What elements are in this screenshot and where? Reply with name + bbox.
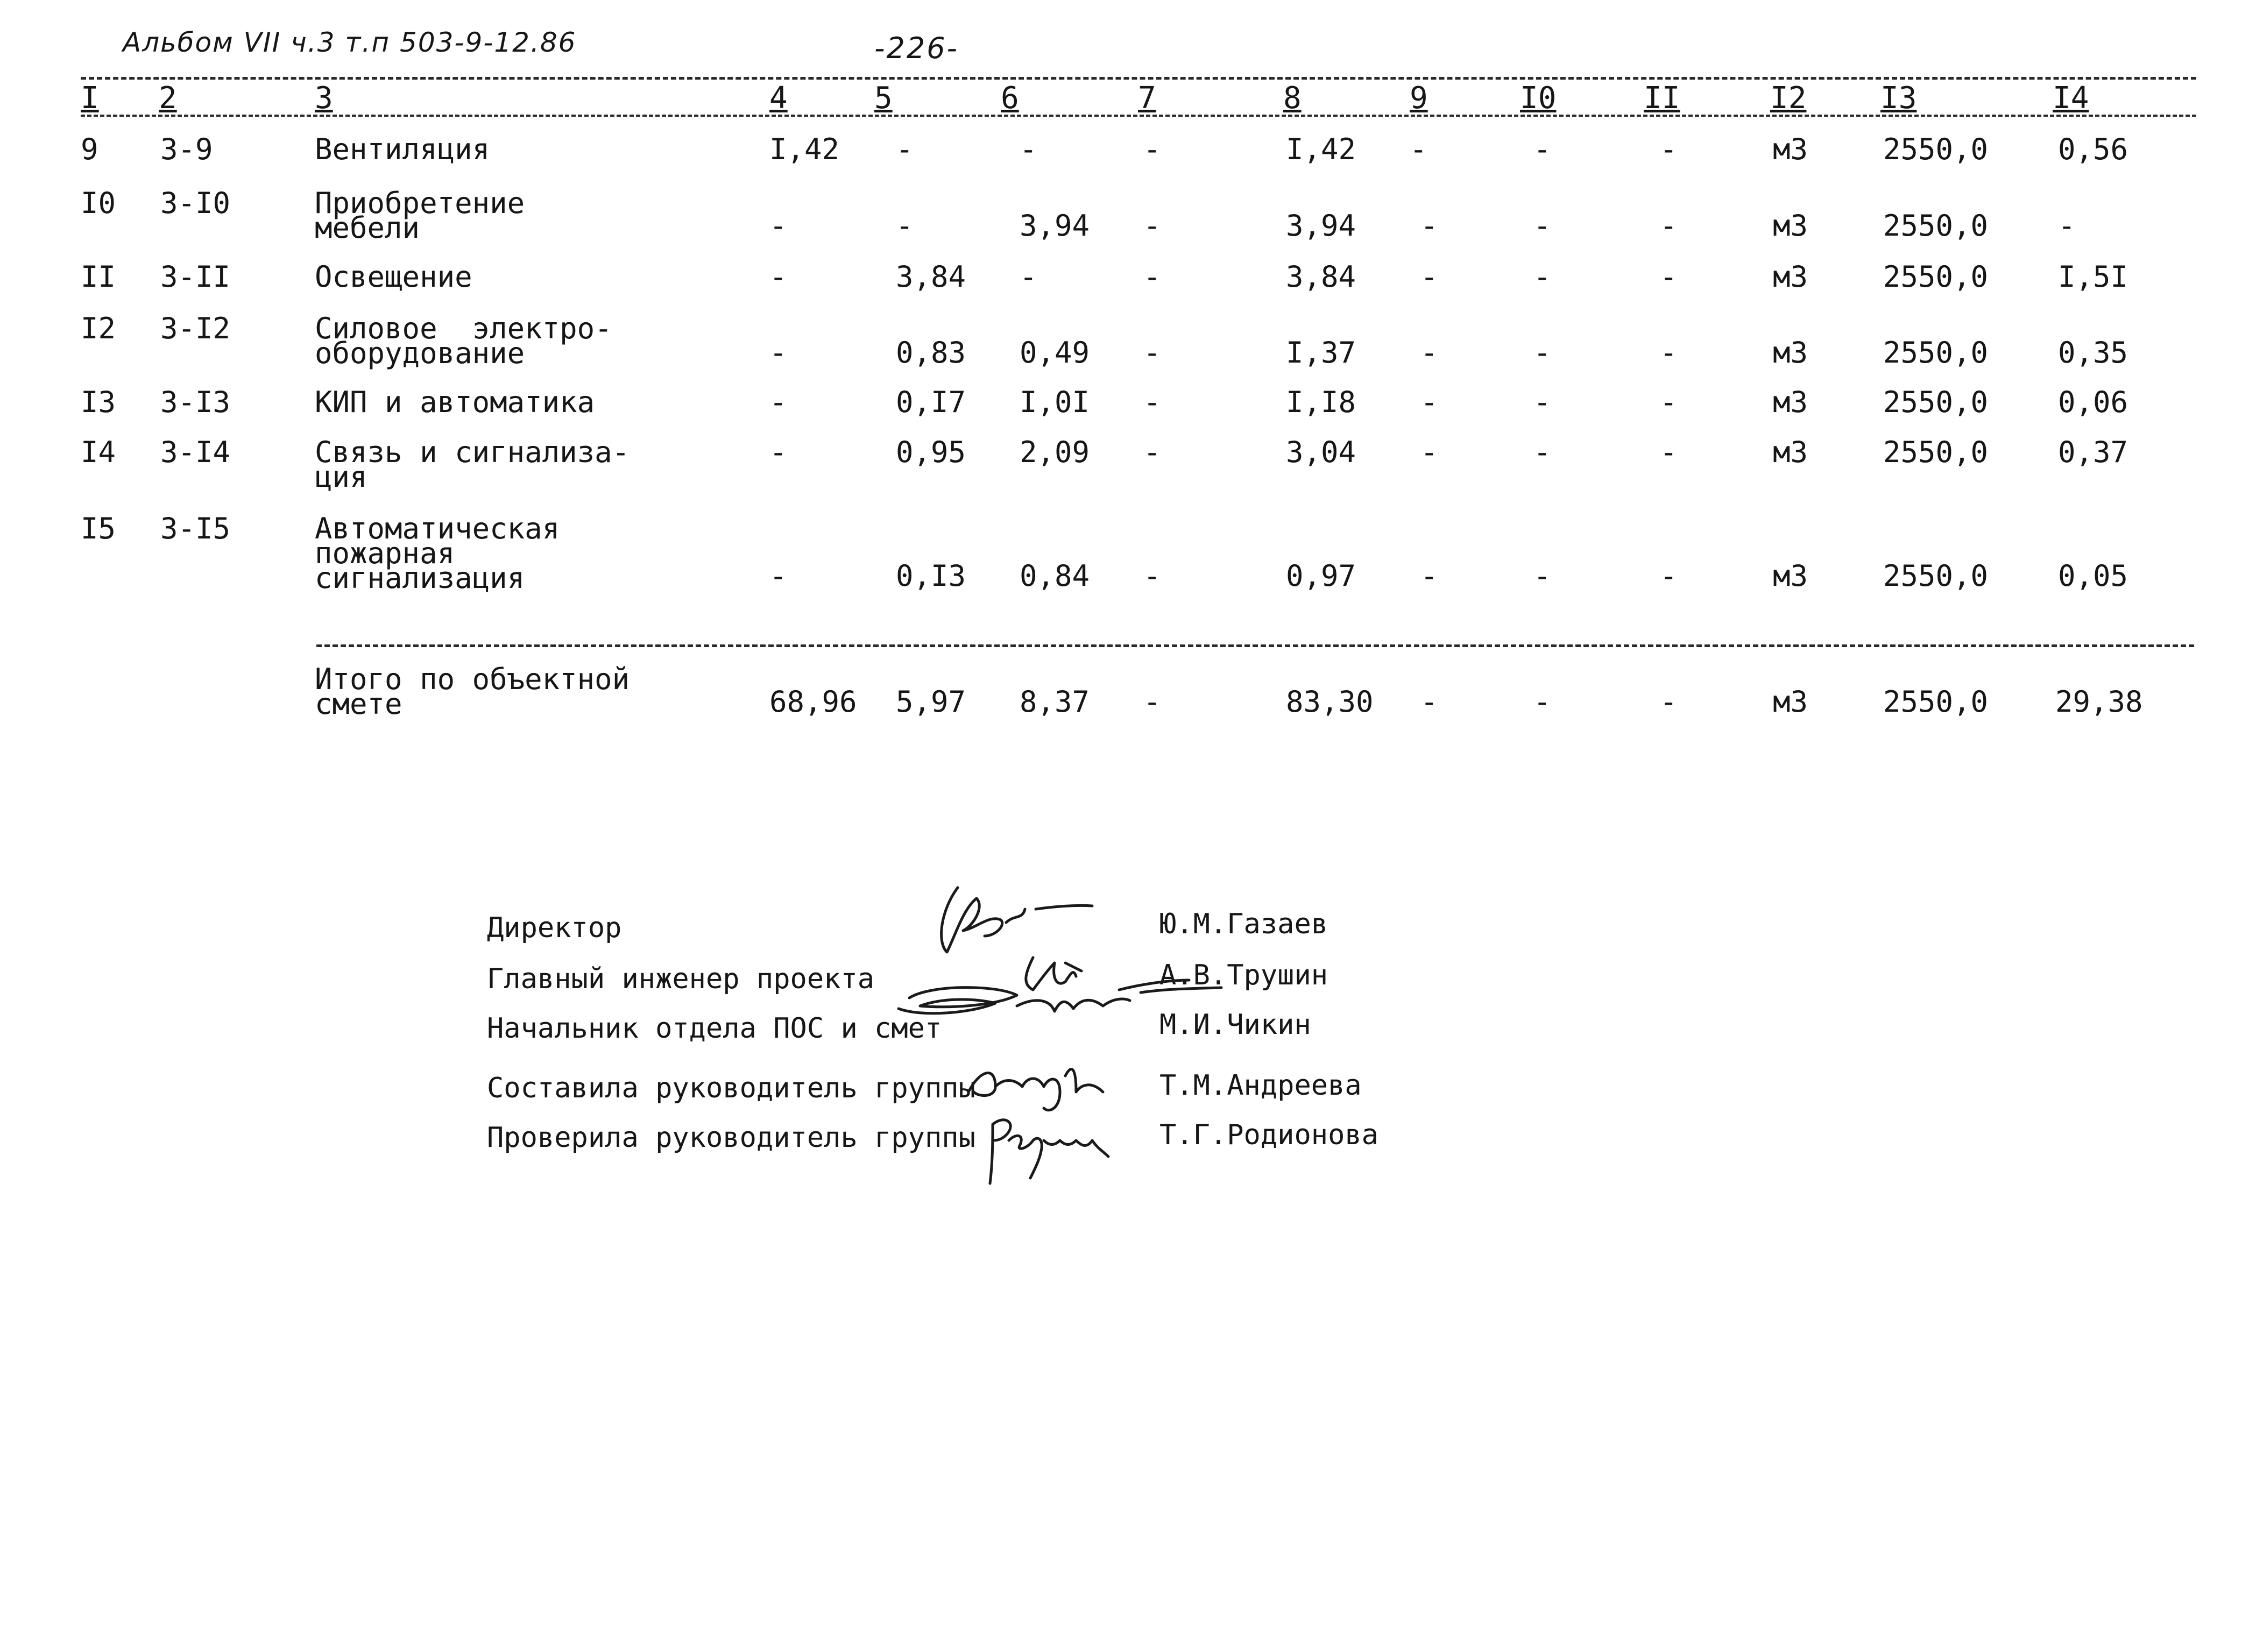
total-col14: 29,38 bbox=[2055, 685, 2143, 719]
cell-col4: - bbox=[769, 435, 787, 469]
cell-unit: м3 bbox=[1773, 260, 1808, 294]
cell-col14: 0,37 bbox=[2058, 435, 2128, 469]
cell-col5: 0,95 bbox=[896, 435, 966, 469]
signatory-title: Начальник отдела ПОС и смет bbox=[487, 1012, 942, 1045]
cell-col14: 0,35 bbox=[2058, 336, 2128, 370]
cell-col14: 0,56 bbox=[2058, 132, 2128, 166]
row-name: Связь и сигнализа- ция bbox=[315, 435, 630, 494]
cell-col4: - bbox=[769, 260, 787, 294]
row-name: Автоматическая пожарная сигнализация bbox=[315, 512, 560, 595]
cell-col8: I,I8 bbox=[1286, 385, 1356, 419]
column-number: I0 bbox=[1520, 81, 1557, 116]
cell-col4: - bbox=[769, 336, 787, 370]
row-code: 3-I5 bbox=[160, 512, 231, 545]
cell-col7: - bbox=[1143, 385, 1161, 419]
row-number: II bbox=[81, 260, 116, 294]
cell-unit: м3 bbox=[1773, 336, 1808, 370]
cell-col14: 0,05 bbox=[2058, 559, 2128, 593]
signatory-title: Главный инженер проекта bbox=[487, 963, 875, 995]
cell-col11: - bbox=[1660, 132, 1678, 166]
cell-col7: - bbox=[1143, 132, 1161, 166]
cell-col7: - bbox=[1143, 260, 1161, 294]
cell-col10: - bbox=[1533, 336, 1551, 370]
cell-qty: 2550,0 bbox=[1883, 559, 1989, 593]
row-name: Вентиляция bbox=[315, 132, 490, 166]
cell-qty: 2550,0 bbox=[1883, 132, 1989, 166]
cell-unit: м3 bbox=[1773, 209, 1808, 243]
cell-col7: - bbox=[1143, 209, 1161, 243]
signatory-name: Т.М.Андреева bbox=[1159, 1069, 1362, 1102]
cell-col6: 2,09 bbox=[1020, 435, 1090, 469]
total-divider bbox=[316, 644, 2194, 647]
signatory-title: Директор bbox=[487, 912, 622, 944]
cell-qty: 2550,0 bbox=[1883, 209, 1989, 243]
signatory-name: Т.Г.Родионова bbox=[1159, 1119, 1378, 1151]
total-col8: 83,30 bbox=[1286, 685, 1374, 719]
cell-col6: - bbox=[1020, 260, 1037, 294]
cell-col5: 0,83 bbox=[896, 336, 966, 370]
cell-col6: 0,49 bbox=[1020, 336, 1090, 370]
cell-unit: м3 bbox=[1773, 385, 1808, 419]
chief-engineer-signature bbox=[888, 947, 1232, 1040]
cell-qty: 2550,0 bbox=[1883, 435, 1989, 469]
total-unit: м3 bbox=[1773, 685, 1808, 719]
total-col5: 5,97 bbox=[896, 685, 966, 719]
total-col10: - bbox=[1533, 685, 1551, 719]
cell-col7: - bbox=[1143, 435, 1161, 469]
cell-col5: 0,I3 bbox=[896, 559, 966, 593]
row-code: 3-9 bbox=[160, 132, 213, 166]
column-number: 8 bbox=[1283, 81, 1302, 116]
row-number: I0 bbox=[81, 186, 116, 220]
cell-col10: - bbox=[1533, 132, 1551, 166]
cell-col14: I,5I bbox=[2058, 260, 2128, 294]
column-number: 6 bbox=[1001, 81, 1019, 116]
cell-col10: - bbox=[1533, 435, 1551, 469]
total-qty: 2550,0 bbox=[1883, 685, 1989, 719]
cell-col8: 3,94 bbox=[1286, 209, 1356, 243]
row-code: 3-I2 bbox=[160, 311, 231, 345]
cell-col6: - bbox=[1020, 132, 1037, 166]
total-col6: 8,37 bbox=[1020, 685, 1090, 719]
cell-col4: - bbox=[769, 385, 787, 419]
row-code: 3-I3 bbox=[160, 385, 231, 419]
cell-col6: 0,84 bbox=[1020, 559, 1090, 593]
column-number: I3 bbox=[1880, 81, 1917, 116]
column-number: 2 bbox=[159, 81, 177, 116]
cell-col11: - bbox=[1660, 385, 1678, 419]
cell-unit: м3 bbox=[1773, 132, 1808, 166]
cell-col9: - bbox=[1420, 209, 1438, 243]
cell-col11: - bbox=[1660, 336, 1678, 370]
column-number: 9 bbox=[1410, 81, 1428, 116]
cell-unit: м3 bbox=[1773, 435, 1808, 469]
row-code: 3-I0 bbox=[160, 186, 231, 220]
cell-qty: 2550,0 bbox=[1883, 260, 1989, 294]
cell-col8: 0,97 bbox=[1286, 559, 1356, 593]
total-col11: - bbox=[1660, 685, 1678, 719]
signatory-title: Проверила руководитель группы bbox=[487, 1122, 975, 1154]
page-number: -226- bbox=[874, 31, 959, 65]
cell-col14: - bbox=[2058, 209, 2076, 243]
total-col4: 68,96 bbox=[769, 685, 857, 719]
cell-col4: - bbox=[769, 559, 787, 593]
album-reference: Альбом VII ч.3 т.п 503-9-12.86 bbox=[123, 27, 577, 58]
row-number: 9 bbox=[81, 132, 98, 166]
cell-col9: - bbox=[1420, 336, 1438, 370]
cell-qty: 2550,0 bbox=[1883, 385, 1989, 419]
column-number: 7 bbox=[1138, 81, 1156, 116]
signatory-name: М.И.Чикин bbox=[1159, 1009, 1311, 1041]
row-name: Приобретение мебели bbox=[315, 186, 525, 245]
row-name: Силовое электро- оборудование bbox=[315, 311, 612, 370]
row-name: Освещение bbox=[315, 260, 472, 294]
cell-col8: 3,84 bbox=[1286, 260, 1356, 294]
cell-col8: I,37 bbox=[1286, 336, 1356, 370]
cell-col9: - bbox=[1420, 559, 1438, 593]
column-number: I4 bbox=[2053, 81, 2089, 116]
checker-signature bbox=[979, 1108, 1130, 1191]
cell-col10: - bbox=[1533, 209, 1551, 243]
signatory-name: Ю.М.Газаев bbox=[1159, 908, 1328, 940]
cell-col5: - bbox=[896, 132, 914, 166]
cell-col9: - bbox=[1420, 260, 1438, 294]
cell-col5: - bbox=[896, 209, 914, 243]
total-col7: - bbox=[1143, 685, 1161, 719]
cell-qty: 2550,0 bbox=[1883, 336, 1989, 370]
cell-col9: - bbox=[1420, 435, 1438, 469]
cell-col5: 3,84 bbox=[896, 260, 966, 294]
cell-col11: - bbox=[1660, 435, 1678, 469]
cell-col5: 0,I7 bbox=[896, 385, 966, 419]
row-number: I4 bbox=[81, 435, 116, 469]
row-code: 3-I4 bbox=[160, 435, 231, 469]
cell-col11: - bbox=[1660, 209, 1678, 243]
cell-col11: - bbox=[1660, 260, 1678, 294]
column-number: I2 bbox=[1770, 81, 1807, 116]
cell-col6: I,0I bbox=[1020, 385, 1090, 419]
row-name: КИП и автоматика bbox=[315, 385, 595, 419]
cell-col7: - bbox=[1143, 559, 1161, 593]
row-code: 3-II bbox=[160, 260, 231, 294]
cell-col8: I,42 bbox=[1286, 132, 1356, 166]
row-number: I2 bbox=[81, 311, 116, 345]
signatory-title: Составила руководитель группы bbox=[487, 1072, 975, 1104]
signatory-name: А.В.Трушин bbox=[1159, 959, 1328, 991]
column-number: 4 bbox=[769, 81, 788, 116]
cell-col10: - bbox=[1533, 260, 1551, 294]
cell-col4: I,42 bbox=[769, 132, 840, 166]
row-number: I5 bbox=[81, 512, 116, 545]
column-number: 5 bbox=[874, 81, 893, 116]
cell-col6: 3,94 bbox=[1020, 209, 1090, 243]
column-number: II bbox=[1644, 81, 1680, 116]
column-number: I bbox=[81, 81, 99, 116]
cell-col9: - bbox=[1420, 385, 1438, 419]
cell-unit: м3 bbox=[1773, 559, 1808, 593]
cell-col10: - bbox=[1533, 385, 1551, 419]
cell-col10: - bbox=[1533, 559, 1551, 593]
total-col9: - bbox=[1420, 685, 1438, 719]
column-number: 3 bbox=[315, 81, 333, 116]
row-number: I3 bbox=[81, 385, 116, 419]
cell-col9: - bbox=[1410, 132, 1427, 166]
cell-col14: 0,06 bbox=[2058, 385, 2128, 419]
header-divider-top bbox=[81, 77, 2196, 80]
cell-col11: - bbox=[1660, 559, 1678, 593]
cell-col8: 3,04 bbox=[1286, 435, 1356, 469]
cell-col4: - bbox=[769, 209, 787, 243]
cell-col7: - bbox=[1143, 336, 1161, 370]
total-label: Итого по объектной смете bbox=[315, 662, 630, 721]
